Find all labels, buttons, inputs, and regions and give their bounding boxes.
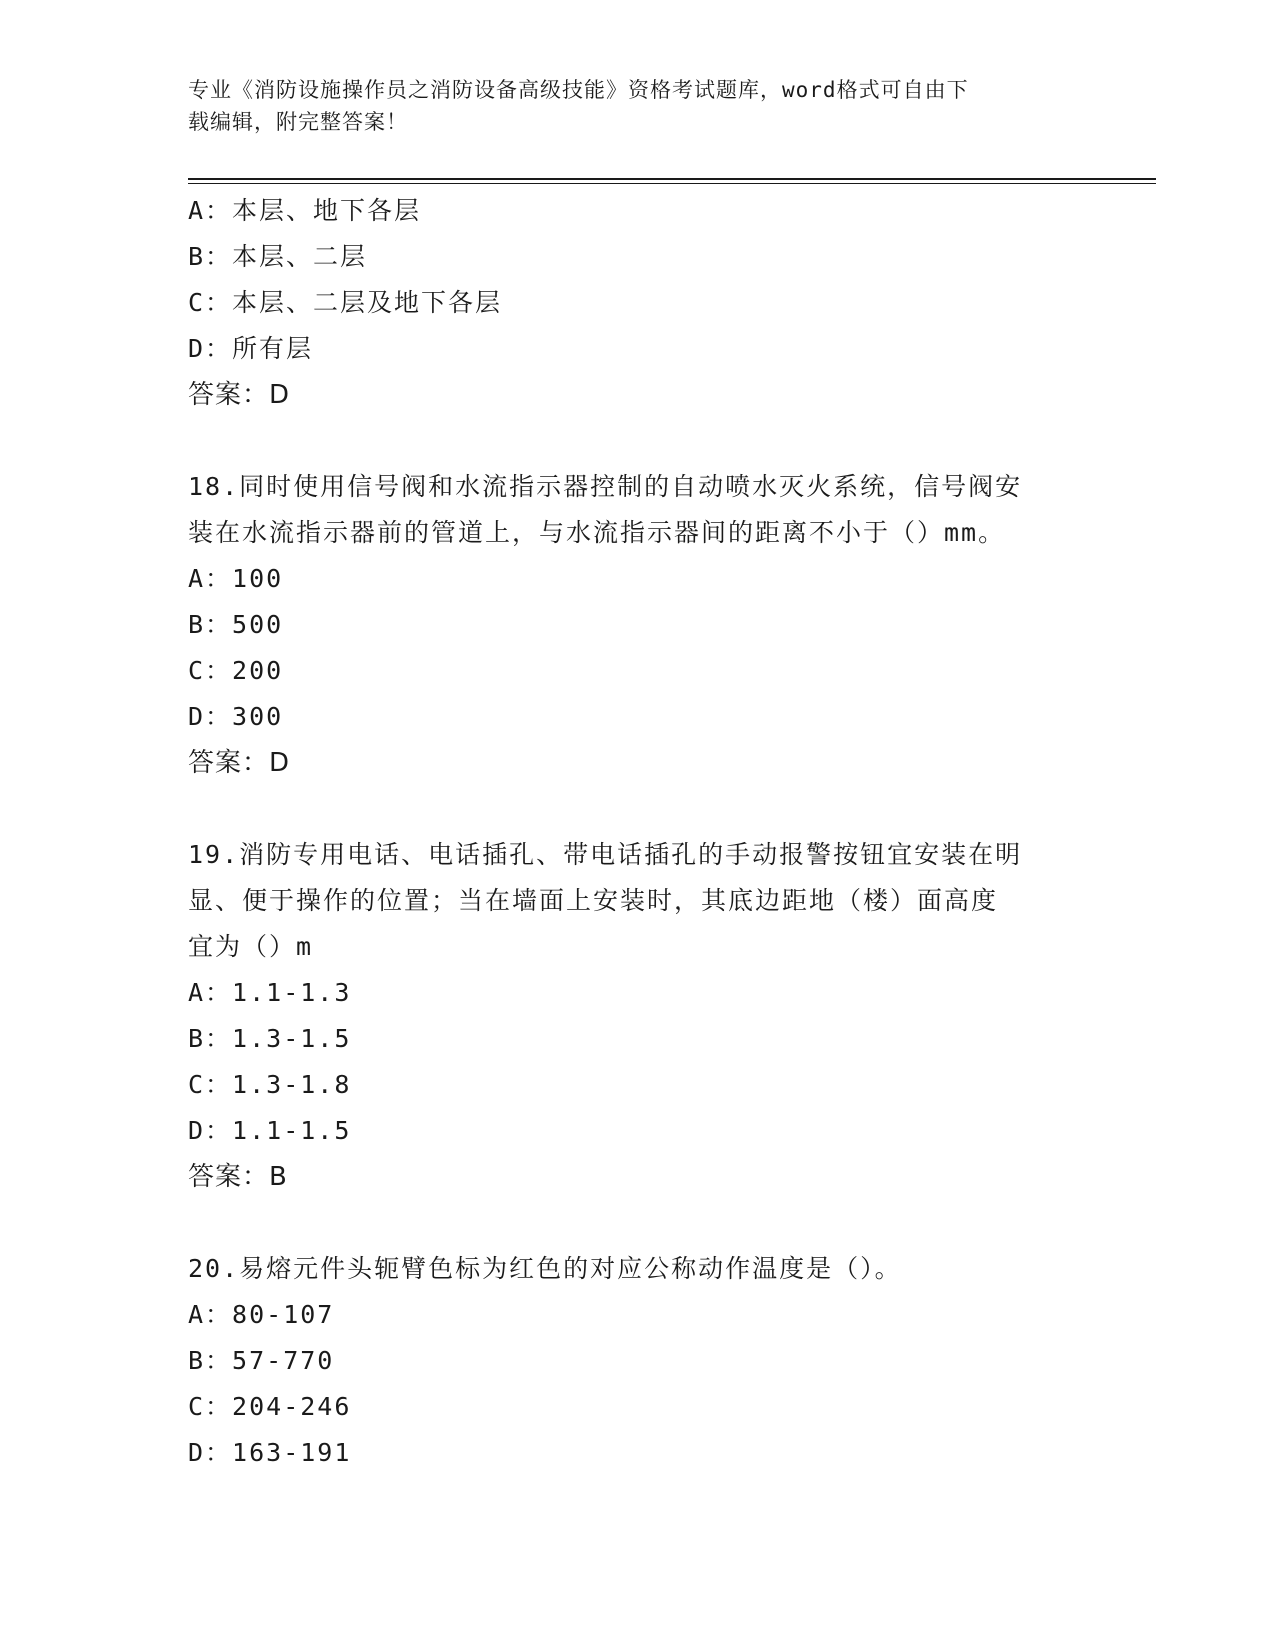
spacer bbox=[188, 1200, 1088, 1246]
question-block-19 bbox=[188, 832, 1088, 1200]
question-block-18 bbox=[188, 464, 1088, 786]
question-line: 宜为（）m bbox=[188, 932, 314, 961]
option-d: D：所有层 bbox=[188, 334, 314, 363]
option-b: B：1.3-1.5 bbox=[188, 1024, 352, 1053]
header-rule-thin bbox=[188, 183, 1156, 184]
header-rule-thick bbox=[188, 178, 1156, 180]
option-d: D：1.1-1.5 bbox=[188, 1116, 352, 1145]
document-header bbox=[188, 74, 1068, 138]
answer-line: 答案：B bbox=[188, 1162, 288, 1192]
question-line: 装在水流指示器前的管道上，与水流指示器间的距离不小于（）mm。 bbox=[188, 518, 1006, 547]
header-line-1: 专业《消防设施操作员之消防设备高级技能》资格考试题库，word格式可自由下 bbox=[188, 78, 969, 102]
question-block-17 bbox=[188, 188, 1088, 418]
question-list bbox=[188, 188, 1088, 1476]
option-b: B：本层、二层 bbox=[188, 242, 368, 271]
option-a: A：100 bbox=[188, 564, 284, 593]
question-block-20 bbox=[188, 1246, 1088, 1476]
option-a: A：本层、地下各层 bbox=[188, 196, 422, 225]
option-d: D：300 bbox=[188, 702, 284, 731]
option-b: B：57-770 bbox=[188, 1346, 335, 1375]
question-line: 18.同时使用信号阀和水流指示器控制的自动喷水灭火系统，信号阀安 bbox=[188, 472, 1023, 501]
option-b: B：500 bbox=[188, 610, 284, 639]
answer-line: 答案：D bbox=[188, 380, 291, 410]
option-c: C：本层、二层及地下各层 bbox=[188, 288, 503, 317]
spacer bbox=[188, 418, 1088, 464]
option-d: D：163-191 bbox=[188, 1438, 352, 1467]
spacer bbox=[188, 786, 1088, 832]
question-line: 20.易熔元件头轭臂色标为红色的对应公称动作温度是（）。 bbox=[188, 1254, 902, 1283]
header-line-2: 载编辑，附完整答案！ bbox=[188, 110, 408, 134]
question-line: 19.消防专用电话、电话插孔、带电话插孔的手动报警按钮宜安装在明 bbox=[188, 840, 1023, 869]
answer-line: 答案：D bbox=[188, 748, 291, 778]
option-a: A：80-107 bbox=[188, 1300, 335, 1329]
option-a: A：1.1-1.3 bbox=[188, 978, 352, 1007]
option-c: C：204-246 bbox=[188, 1392, 352, 1421]
question-line: 显、便于操作的位置；当在墙面上安装时，其底边距地（楼）面高度 bbox=[188, 886, 999, 915]
option-c: C：200 bbox=[188, 656, 284, 685]
option-c: C：1.3-1.8 bbox=[188, 1070, 352, 1099]
question-text bbox=[188, 832, 1078, 970]
question-text bbox=[188, 464, 1078, 556]
question-text bbox=[188, 1246, 1078, 1292]
